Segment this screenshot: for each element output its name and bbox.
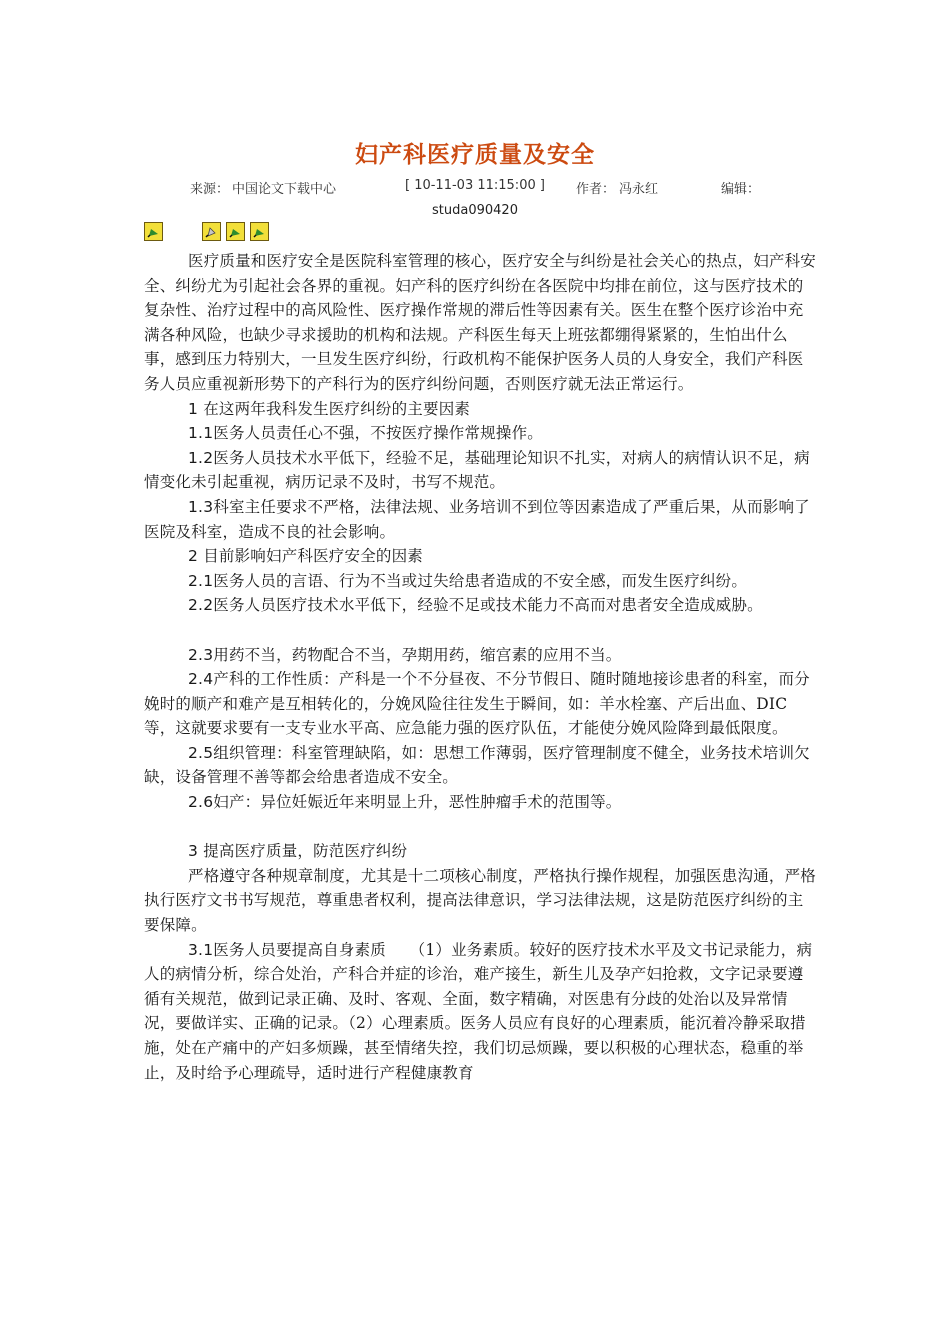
section-number: 1.3	[188, 497, 214, 516]
section-number: 2.5	[188, 743, 214, 762]
paragraph-text: 妇产：异位妊娠近年来明显上升，恶性肿瘤手术的范围等。	[213, 793, 622, 812]
paragraph	[144, 667, 816, 741]
paragraph-text: 提高医疗质量，防范医疗纠纷	[198, 842, 408, 861]
section-number: 1.1	[188, 424, 214, 443]
paragraph	[144, 741, 816, 790]
paragraph	[144, 446, 816, 495]
author-label: 作者：	[576, 182, 616, 197]
blank-line	[144, 815, 816, 840]
paragraph-text: 医务人员责任心不强，不按医疗操作常规操作。	[213, 424, 543, 443]
paragraph-text: 组织管理：科室管理缺陷，如：思想工作薄弱，医疗管理制度不健全，业务技术培训欠缺，设备管理不善等都会给患者造成不安全。	[144, 743, 810, 787]
paragraph-text: 严格遵守各种规章制度，尤其是十二项核心制度，严格执行操作规程，加强医患沟通，严格执行医疗文书书写规范，尊重患者权利，提高法律意识，学习法律法规，这是防范医疗纠纷的主要保障。	[144, 866, 817, 935]
paragraph	[144, 938, 816, 1086]
editor-name: studa090420	[432, 203, 518, 218]
paragraph-text: 目前影响妇产科医疗安全的因素	[198, 547, 423, 566]
source-link[interactable]: 中国论文下载中心	[232, 182, 337, 197]
paragraph-text: 用药不当，药物配合不当，孕期用药，缩宫素的应用不当。	[213, 645, 622, 664]
paragraph	[144, 864, 816, 938]
paragraph	[144, 421, 816, 446]
paragraph	[144, 249, 816, 397]
paragraph-text: 医务人员医疗技术水平低下，经验不足或技术能力不高而对患者安全造成威胁。	[213, 596, 763, 615]
toolbar-icons	[144, 222, 344, 244]
paragraph-text: 在这两年我科发生医疗纠纷的主要因素	[198, 399, 471, 418]
blank-line	[144, 618, 816, 643]
paragraph-text: 医疗质量和医疗安全是医院科室管理的核心，医疗安全与纠纷是社会关心的热点，妇产科安全、纠纷尤为引起社会各界的重视。妇产科的医疗纠纷在各医院中均排在前位，这与医疗技术的复杂性、治疗过程中的高风险性、医疗操作常规的滞后性等因素有关。医生在整个医疗诊治中充满各种风险，也缺少寻求援助的机构和法规。产科医生每天上班弦都绷得紧紧的，生怕出什么事，感到压力特别大，一旦发生医疗纠纷，行政机构不能保护医务人员的人身安全，我们产科医务人员应重视新形势下的产科行为的医疗纠纷问题，否则医疗就无法正常运行。	[144, 252, 817, 393]
pencil-icon[interactable]	[226, 222, 245, 241]
paragraph	[144, 790, 816, 815]
paragraph-text: 产科的工作性质：产科是一个不分昼夜、不分节假日、随时随地接诊患者的科室，而分娩时的顺产和难产是互相转化的，分娩风险往往发生于瞬间，如：羊水栓塞、产后出血、DIC等，这就要求要有一支专业水平高、应急能力强的医疗队伍，才能使分娩风险降到最低限度。	[144, 670, 810, 738]
section-number: 3.1	[188, 940, 214, 959]
section-number: 2.1	[188, 571, 214, 590]
pencil-icon[interactable]	[250, 222, 269, 241]
section-number: 1.2	[188, 448, 214, 467]
section-number: 1	[188, 399, 199, 418]
source-label: 来源：	[190, 182, 230, 197]
paragraph	[144, 839, 816, 864]
paragraph-text: 医务人员要提高自身素质 （1）业务素质。较好的医疗技术水平及文书记录能力，病人的病情分析，综合处治，产科合并症的诊治，难产接生，新生儿及孕产妇抢救，文字记录要遵循有关规范，做到记录正确、及时、客观、全面，数字精确，对医患有分歧的处治以及异常情况，要做详实、正确的记录。（2）心理素质。医务人员应有良好的心理素质，能沉着冷静采取措施，处在产痛中的产妇多烦躁，甚至情绪失控，我们切忌烦躁，要以积极的心理状态，稳重的举止，及时给予心理疏导，适时进行产程健康教育	[144, 940, 813, 1082]
paragraph	[144, 544, 816, 569]
section-number: 2.2	[188, 596, 214, 615]
publish-datetime: [ 10-11-03 11:15:00 ]	[405, 178, 545, 193]
paragraph	[144, 495, 816, 544]
paragraph	[144, 643, 816, 668]
section-number: 2.3	[188, 645, 214, 664]
author-name: 冯永红	[619, 182, 659, 197]
section-number: 2.6	[188, 793, 214, 812]
section-number: 2	[188, 547, 199, 566]
paragraph-text: 科室主任要求不严格，法律法规、业务培训不到位等因素造成了严重后果，从而影响了医院及科室，造成不良的社会影响。	[144, 497, 810, 541]
paragraph-text: 医务人员的言语、行为不当或过失给患者造成的不安全感，而发生医疗纠纷。	[213, 571, 748, 590]
section-number: 2.4	[188, 670, 214, 689]
paragraph-text: 医务人员技术水平低下，经验不足，基础理论知识不扎实，对病人的病情认识不足，病情变化未引起重视，病历记录不及时，书写不规范。	[144, 448, 810, 492]
section-number: 3	[188, 842, 199, 861]
article-body	[144, 249, 816, 1085]
pencil-icon[interactable]	[202, 222, 221, 241]
pencil-icon[interactable]	[144, 222, 163, 241]
editor-label: 编辑：	[721, 182, 761, 197]
paragraph	[144, 397, 816, 422]
article-title: 妇产科医疗质量及安全	[355, 142, 595, 168]
paragraph	[144, 593, 816, 618]
paragraph	[144, 569, 816, 594]
